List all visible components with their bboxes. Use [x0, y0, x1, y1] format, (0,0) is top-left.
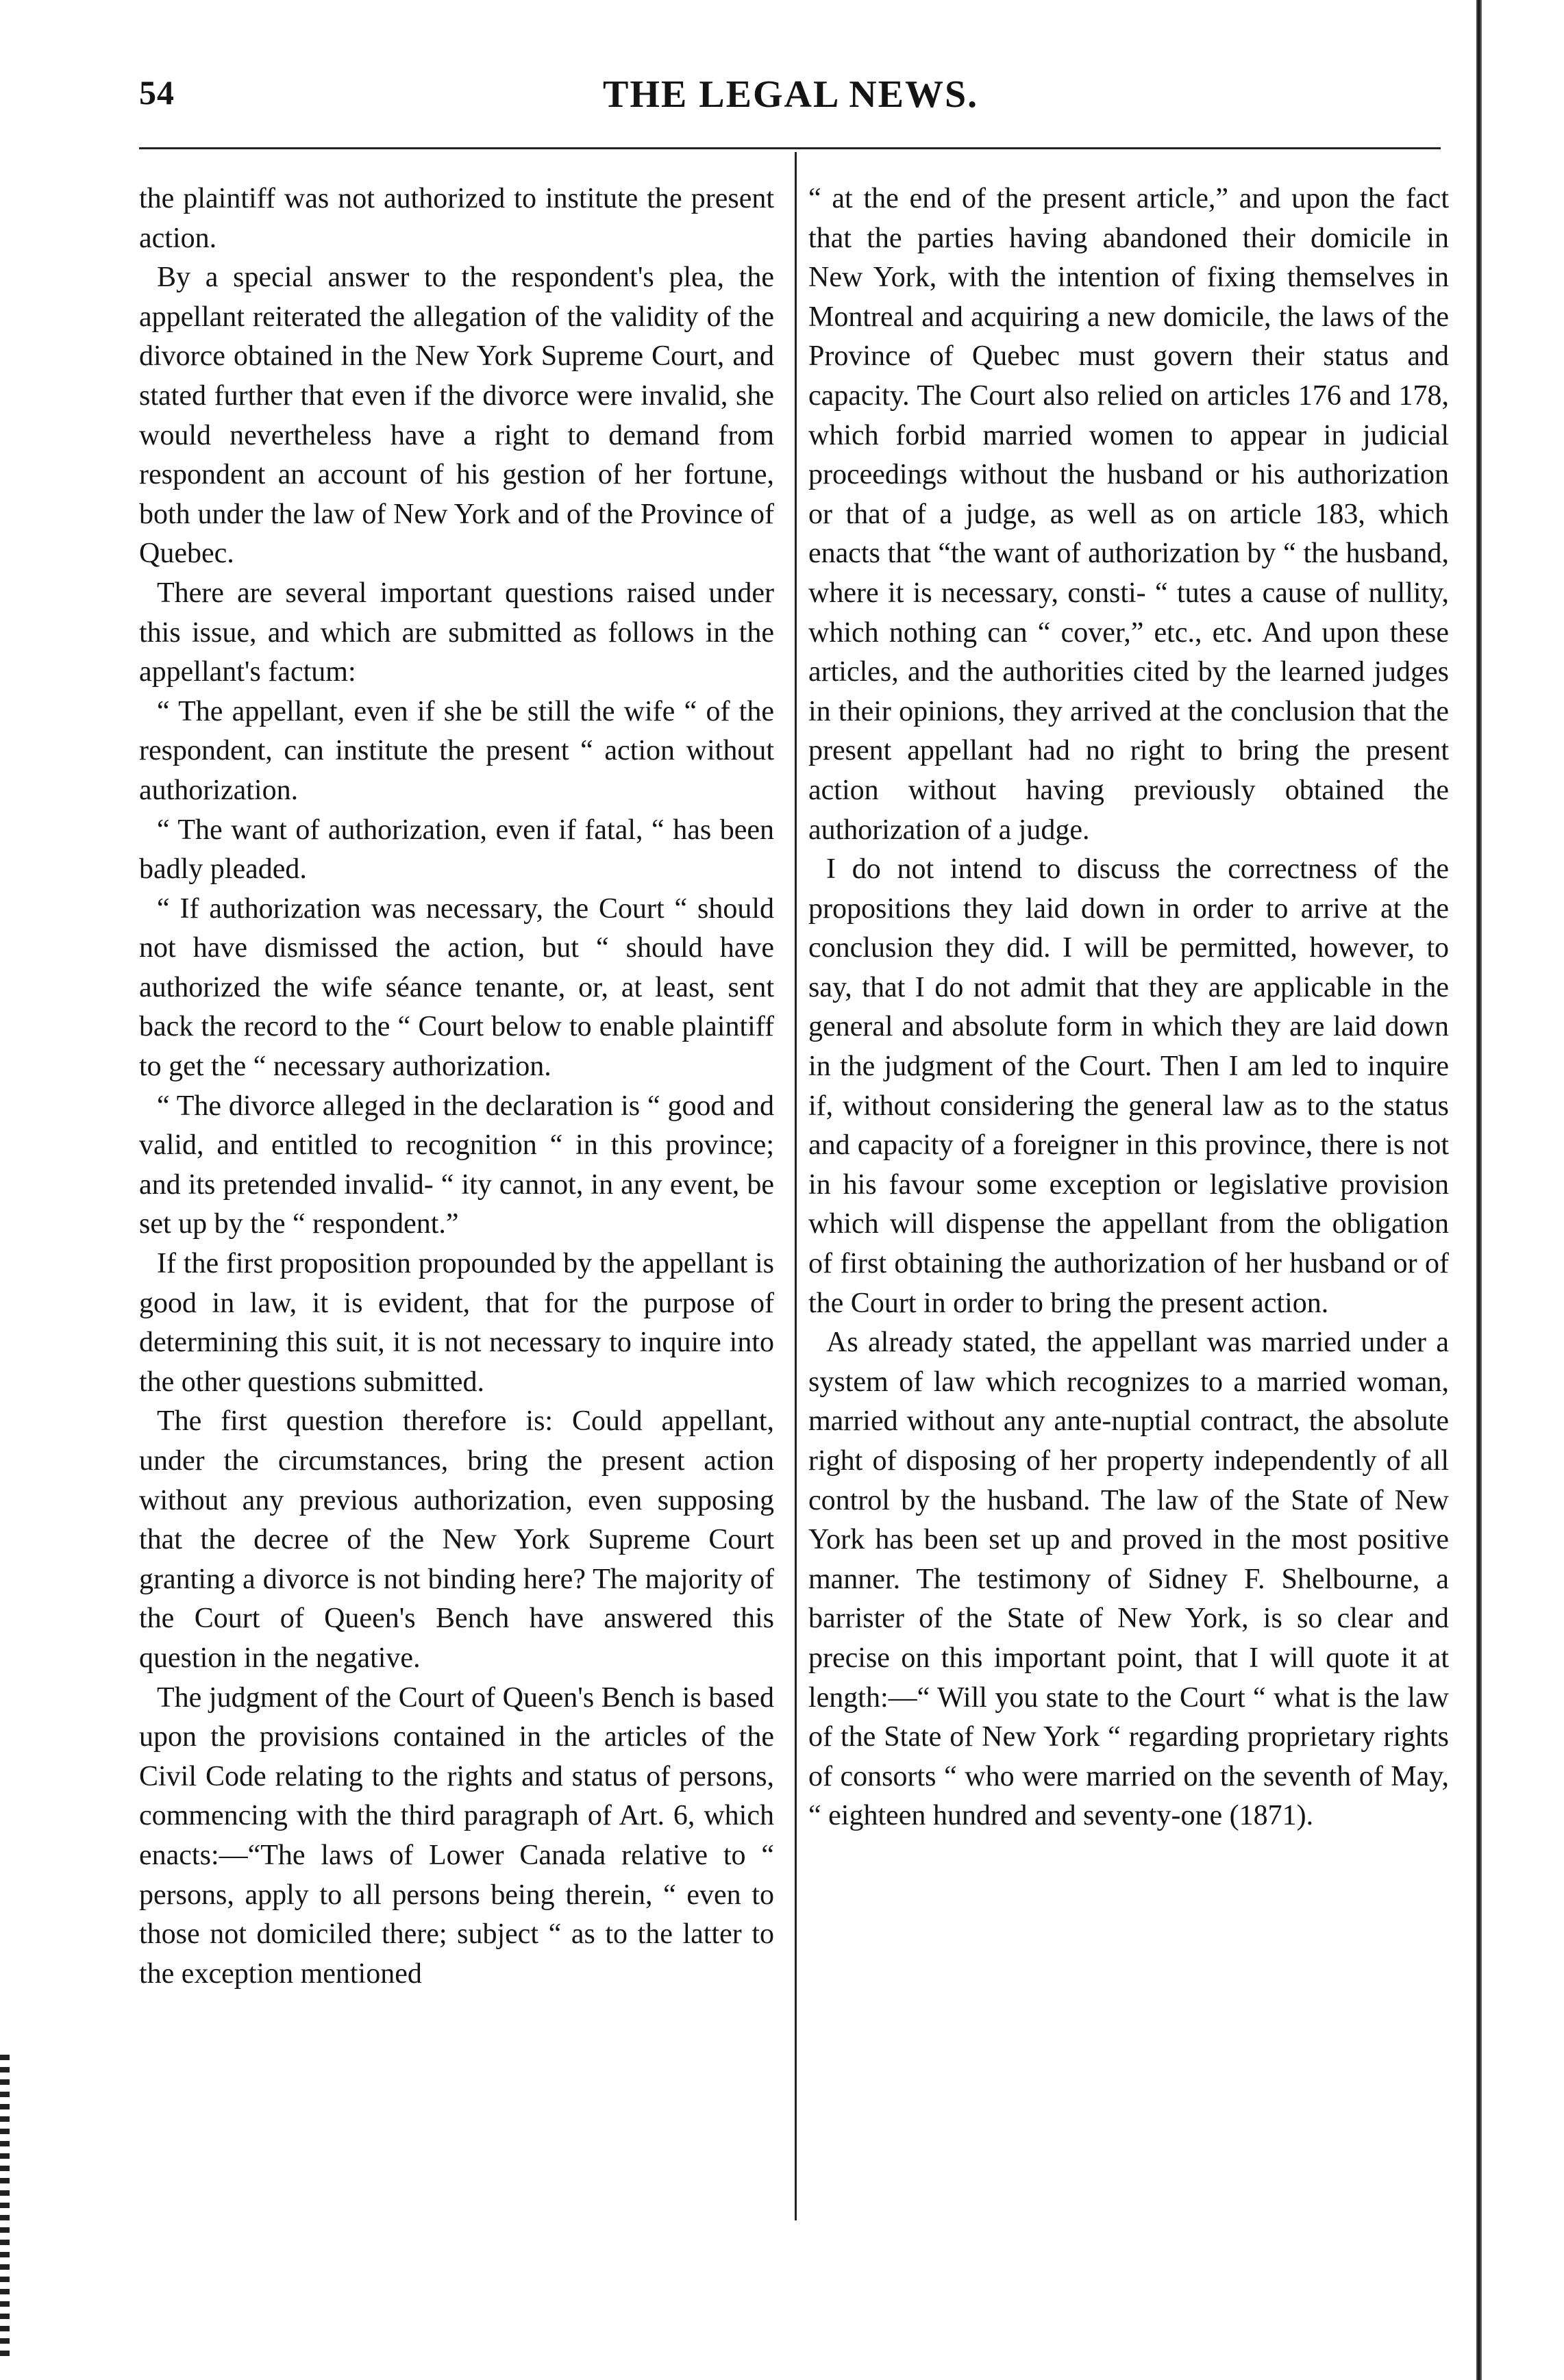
- quoted-paragraph: “ The divorce alleged in the declaration is “ good and valid, and entitled to recognition “ in this province; and its pretended invalid- “ ity cannot, in any event, be set up by the “ respondent.”: [139, 1090, 774, 1240]
- left-column: [139, 179, 774, 1994]
- page-number: 54: [139, 73, 175, 112]
- binding-edge: [1476, 0, 1482, 2380]
- paragraph: If the first proposition propounded by the appellant is good in law, it is evident, that for the purpose of determining this suit, it is not necessary to inquire into the other questions submitted.: [139, 1248, 774, 1398]
- quoted-paragraph: “ If authorization was necessary, the Court “ should not have dismissed the action, but “ should have authorized the wife séance tenante, or, at least, sent back the record to the “ Court below to enable plaintiff to get the “ necessary authorization.: [139, 892, 774, 1083]
- quoted-paragraph: “ The appellant, even if she be still the wife “ of the respondent, can institute the present “ action without authorization.: [139, 695, 774, 806]
- scan-margin-marks: [0, 2055, 10, 2356]
- paragraph: The judgment of the Court of Queen's Bench is based upon the provisions contained in the articles of the Civil Code relating to the rights and status of persons, commencing with the third paragraph of Art. 6, which enacts:—“The laws of Lower Canada relative to “ persons, apply to all persons being therein, “ even to those not domiciled there; subject “ as to the latter to the exception mentioned: [139, 1681, 774, 1990]
- paragraph: There are several important questions raised under this issue, and which are submitted as follows in the appellant's factum:: [139, 577, 774, 688]
- paragraph: As already stated, the appellant was married under a system of law which recognizes to a married woman, married without any ante-nuptial contract, the absolute right of disposing of her property independently of all control by the husband. The law of the State of New York has been set up and proved in the most positive manner. The testimony of Sidney F. Shelbourne, a barrister of the State of New York, is so clear and precise on this important point, that I will quote it at length:—“ Will you state to the Court “ what is the law of the State of New York “ regarding proprietary rights of consorts “ who were married on the seventh of May, “ eighteen hundred and seventy-one (1871).: [808, 1327, 1449, 1832]
- paragraph: “ at the end of the present article,” and upon the fact that the parties having abandoned their domicile in New York, with the intention of fixing themselves in Montreal and acquiring a new domicile, the laws of the Province of Quebec must govern their status and capacity. The Court also relied on articles 176 and 178, which forbid married women to appear in judicial proceedings without the husband or his authorization or that of a judge, as well as on article 183, which enacts that “the want of authorization by “ the husband, where it is necessary, consti- “ tutes a cause of nullity, which nothing can “ cover,” etc., etc. And upon these articles, and the authorities cited by the learned judges in their opinions, they arrived at the conclusion that the present appellant had no right to bring the present action without having previously obtained the authorization of a judge.: [808, 183, 1449, 846]
- paragraph: The first question therefore is: Could appellant, under the circumstances, bring the present action without any previous authorization, even supposing that the decree of the New York Supreme Court granting a divorce is not binding here? The majority of the Court of Queen's Bench have answered this question in the negative.: [139, 1405, 774, 1674]
- paragraph: the plaintiff was not authorized to institute the present action.: [139, 183, 774, 254]
- column-divider: [795, 152, 797, 2220]
- paragraph: By a special answer to the respondent's plea, the appellant reiterated the allegation of the validity of the divorce obtained in the New York Supreme Court, and stated further that even if the divorce were invalid, she would nevertheless have a right to demand from respondent an account of his gestion of her fortune, both under the law of New York and of the Province of Quebec.: [139, 262, 774, 570]
- quoted-paragraph: “ The want of authorization, even if fatal, “ has been badly pleaded.: [139, 814, 774, 886]
- paragraph: I do not intend to discuss the correctness of the propositions they laid down in order to arrive at the conclusion they did. I will be permitted, however, to say, that I do not admit that they are applicable in the general and absolute form in which they are laid down in the judgment of the Court. Then I am led to inquire if, without considering the general law as to the status and capacity of a foreigner in this province, there is not in his favour some exception or legislative provision which will dispense the appellant from the obligation of first obtaining the authorization of her husband or of the Court in order to bring the present action.: [808, 853, 1449, 1319]
- right-column: [808, 179, 1449, 1836]
- header-rule: [139, 147, 1441, 149]
- running-head: THE LEGAL NEWS.: [603, 73, 979, 116]
